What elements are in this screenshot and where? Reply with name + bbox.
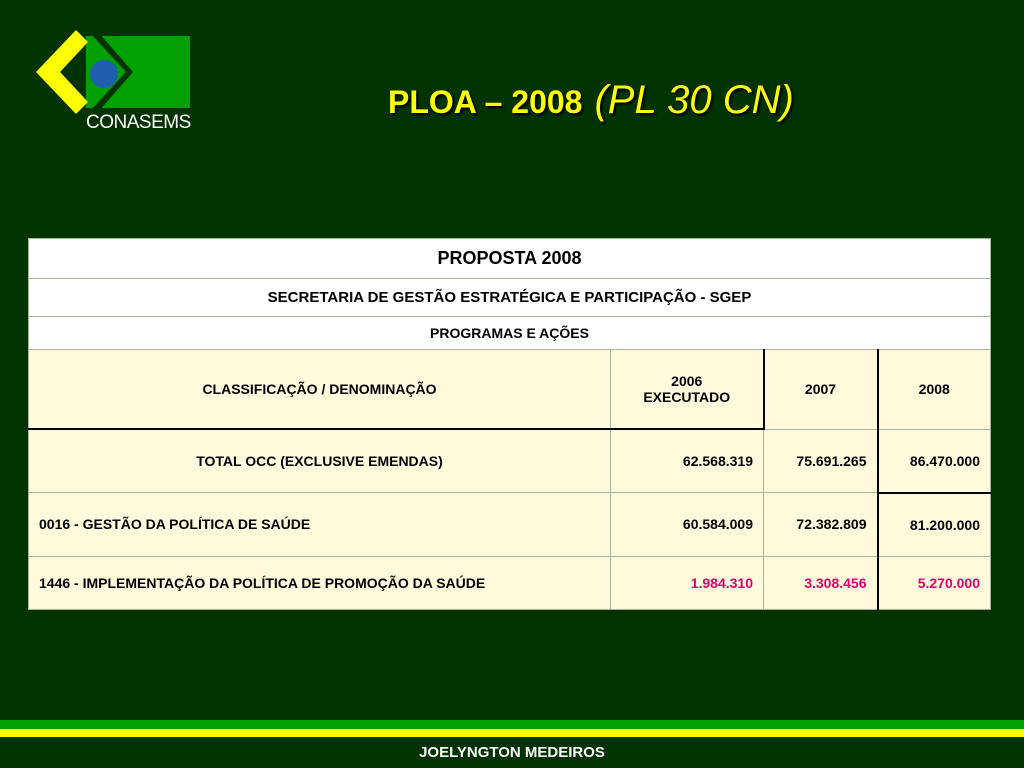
table-row xyxy=(29,429,991,493)
row-value-2007: 75.691.265 xyxy=(764,429,878,493)
conasems-logo-icon xyxy=(34,28,194,118)
proposal-cell: PROPOSTA 2008 xyxy=(29,239,991,279)
header-2007: 2007 xyxy=(764,350,878,430)
footer-stripe-green xyxy=(0,720,1024,729)
row-value-2007: 72.382.809 xyxy=(764,493,878,557)
title-main: PLOA – 2008 xyxy=(388,84,583,120)
footer-author: JOELYNGTON MEDEIROS xyxy=(419,744,605,761)
programs-row xyxy=(29,317,991,350)
row-label: TOTAL OCC (EXCLUSIVE EMENDAS) xyxy=(29,429,611,493)
proposal-row xyxy=(29,239,991,279)
row-label: 1446 - IMPLEMENTAÇÃO DA POLÍTICA DE PROMOÇÃO DA SAÚDE xyxy=(29,556,611,609)
conasems-logo xyxy=(34,28,194,138)
footer-stripe-yellow xyxy=(0,729,1024,737)
header-classification: CLASSIFICAÇÃO / DENOMINAÇÃO xyxy=(29,350,611,430)
programs-cell: PROGRAMAS E AÇÕES xyxy=(29,317,991,350)
column-header-row xyxy=(29,350,991,430)
secretariat-row xyxy=(29,279,991,317)
row-value-2006: 62.568.319 xyxy=(611,429,764,493)
header-2006 xyxy=(611,350,764,430)
budget-table xyxy=(28,238,991,610)
title-sub: (PL 30 CN) xyxy=(594,78,794,122)
table-row xyxy=(29,493,991,557)
table-row xyxy=(29,556,991,609)
row-value-2007: 3.308.456 xyxy=(764,556,878,609)
header-2006-year: 2006 xyxy=(671,373,703,389)
logo-text: CONASEMS xyxy=(86,112,191,133)
row-value-2008: 81.200.000 xyxy=(878,493,991,557)
row-label: 0016 - GESTÃO DA POLÍTICA DE SAÚDE xyxy=(29,493,611,557)
secretariat-cell: SECRETARIA DE GESTÃO ESTRATÉGICA E PARTICIPAÇÃO - SGEP xyxy=(29,279,991,317)
row-value-2008: 5.270.000 xyxy=(878,556,991,609)
header-2006-executed: EXECUTADO xyxy=(643,389,731,405)
page-title xyxy=(388,78,794,123)
row-value-2006: 60.584.009 xyxy=(611,493,764,557)
row-value-2006: 1.984.310 xyxy=(611,556,764,609)
row-value-2008: 86.470.000 xyxy=(878,429,991,493)
header-2008: 2008 xyxy=(878,350,991,430)
